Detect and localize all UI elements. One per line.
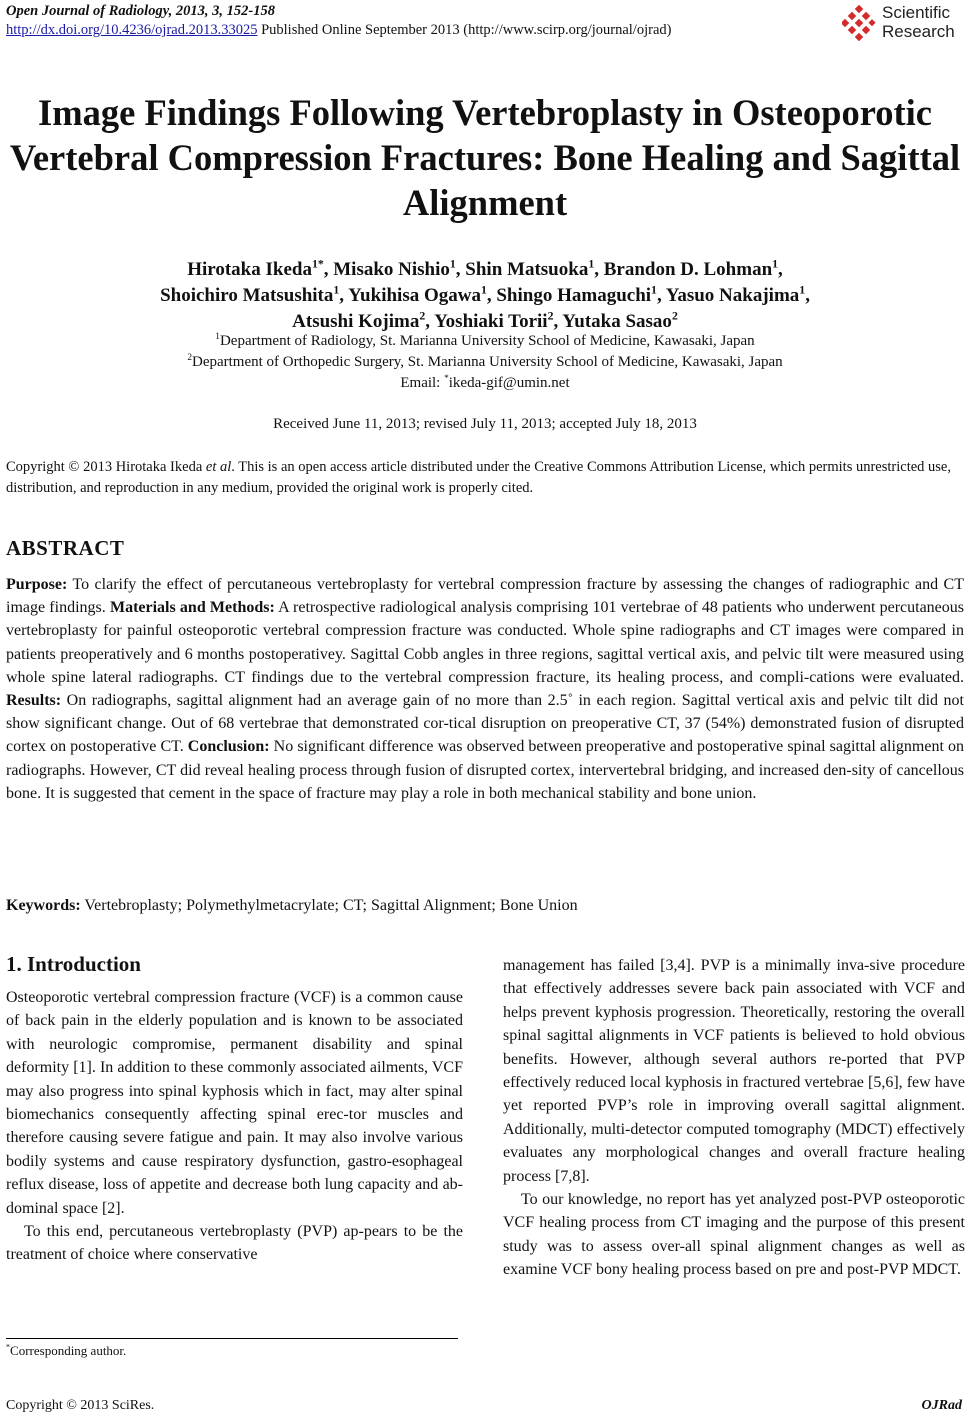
abstract-conclusion-label: Conclusion:: [187, 738, 270, 756]
author-name: Yasuo Nakajima: [665, 285, 800, 306]
body-column-left: [6, 986, 463, 1267]
email-sup: *: [444, 374, 449, 384]
affiliation-text: Department of Radiology, St. Marianna University School of Medicine, Kawasaki, Japan: [219, 333, 755, 349]
journal-volume: , 2013, 3, 152-158: [168, 3, 275, 19]
copyright-post: . This is an open access article distributed under the Creative Commons Attribution License, which permits unrestricted use, distribution, and reproduction in any medium, provided the original work is properly cited.: [6, 459, 951, 496]
footnote-divider: [6, 1338, 458, 1339]
author-list: [0, 257, 970, 335]
affiliation-text: Department of Orthopedic Surgery, St. Marianna University School of Medicine, Kawasaki, Japan: [191, 354, 783, 370]
logo-wordmark: [882, 3, 955, 41]
author-name: Hirotaka Ikeda: [187, 259, 312, 280]
author-sep: ,: [455, 259, 466, 280]
intro-paragraph-1: Osteoporotic vertebral compression fracture (VCF) is a common cause of back pain in the elderly population and is known to be associated with neurologic compromise, permanent disability and spinal deformity [1]. In addition to these commonly associated ailments, VCF may also progress into spinal kyphosis which in fact, may alter spinal biomechanics consequently affecting spinal erec-tor muscles and therefore causing severe fatigue and pain. It may also involve various bodily systems and cause respiratory dysfunction, gastro-esophageal reflux disease, loss of appetite and decrease both lung capacity and ab-dominal space [2].: [6, 989, 463, 1217]
scientific-research-logo-icon: [842, 5, 876, 41]
author-name: Yoshiaki Torii: [434, 311, 548, 332]
published-online: Published Online September 2013 (http://www.scirp.org/journal/ojrad): [257, 22, 672, 38]
copyright-notice: [6, 457, 964, 499]
affiliation-sup: 2: [187, 353, 192, 363]
author-name: Misako Nishio: [333, 259, 450, 280]
author-sup: 1: [333, 283, 340, 297]
author-name: Shoichiro Matsushita: [160, 285, 334, 306]
author-name: Yutaka Sasao: [562, 311, 672, 332]
doi-link[interactable]: http://dx.doi.org/10.4236/ojrad.2013.33025: [6, 22, 258, 38]
author-sep: ,: [323, 259, 334, 280]
logo-line-1: Scientific: [882, 3, 951, 22]
keywords: [6, 897, 964, 915]
author-sup: 1: [449, 257, 456, 271]
footnote: [6, 1343, 126, 1359]
logo-line-2: Research: [882, 22, 955, 41]
author-line-2: [0, 283, 970, 309]
author-sep: ,: [778, 259, 783, 280]
section-heading-introduction: 1. Introduction: [6, 952, 141, 976]
intro-paragraph-2: To this end, percutaneous vertebroplasty (PVP) ap-pears to be the treatment of choice where conservative: [6, 1223, 463, 1264]
author-sup: 1: [772, 257, 779, 271]
affiliation-1: [0, 331, 970, 352]
abstract-heading: ABSTRACT: [6, 536, 125, 560]
journal-citation-line: [6, 2, 671, 21]
copyright-pre: Copyright © 2013 Hirotaka Ikeda: [6, 459, 206, 475]
keywords-text: Vertebroplasty; Polymethylmetacrylate; CT; Sagittal Alignment; Bone Union: [80, 897, 578, 914]
abstract-purpose-label: Purpose:: [6, 576, 68, 593]
author-sup: 1*: [311, 257, 324, 271]
abstract-conclusion: No significant difference was observed between preoperative and postoperative spinal sagittal alignment on radiographs. However, CT did reveal healing process through fusion of disrupted cortex, intervertebral bridging, and increased den-sity of cancellous bone. It is suggested that cement in the space of fracture may play a role in both mechanical stability and bone union.: [6, 738, 965, 802]
publisher-logo: [842, 2, 966, 44]
paper-title: Image Findings Following Vertebroplasty in Osteoporotic Vertebral Compression Fractures: Bone Healing and Sagittal Alignment: [9, 92, 961, 223]
body-column-right: [503, 954, 965, 1282]
abstract-results-label: Results:: [6, 692, 62, 710]
author-sep: ,: [594, 259, 604, 280]
author-sep: ,: [805, 285, 810, 306]
author-name: Yukihisa Ogawa: [348, 285, 481, 306]
author-sup: 1: [480, 283, 487, 297]
author-sep: ,: [339, 285, 349, 306]
email-address[interactable]: ikeda-gif@umin.net: [448, 375, 570, 391]
abstract-results: On radiographs, sagittal alignment had an average gain of no more than 2.5˚ in each region. Sagittal vertical axis and pelvic tilt did not show significant change. Out of 68 vertebrae that demonstrated cor-tical disruption on preoperative CT, 37 (54%) demonstrated fusion of disrupted cortex on postoperative CT.: [6, 692, 964, 756]
email-label: Email:: [400, 375, 445, 391]
footnote-sup: *: [6, 1342, 11, 1352]
copyright-etal: et al: [205, 459, 232, 475]
running-header: [6, 2, 671, 40]
author-sup: 1: [651, 283, 657, 297]
affiliations: [0, 331, 970, 394]
doi-line: [6, 21, 671, 40]
footnote-text: Corresponding author.: [10, 1343, 127, 1358]
author-sep: ,: [656, 285, 666, 306]
received-dates: Received June 11, 2013; revised July 11, 2013; accepted July 18, 2013: [273, 416, 697, 432]
intro-paragraph-3: management has failed [3,4]. PVP is a minimally inva-sive procedure that effectively addresses severe back pain associated with VCF and helps prevent kyphosis progression. Theoretically, restoring the overall spinal sagittal alignments in VCF patients is believed to hold obvious benefits. However, although several authors re-ported that PVP effectively reduced local kyphosis in fractured vertebrae [5,6], few have yet reported PVP’s role in improving overall sagittal alignment. Additionally, multi-detector computed tomography (MDCT) effectively evaluates any morphological changes and overall fracture healing process [7,8].: [503, 957, 965, 1185]
author-name: Shin Matsuoka: [465, 259, 589, 280]
abstract-methods-label: Materials and Methods:: [109, 599, 275, 617]
affiliation-2: [0, 352, 970, 373]
author-sup: 2: [547, 309, 554, 323]
author-name: Atsushi Kojima: [292, 311, 420, 332]
footer-copyright: Copyright © 2013 SciRes.: [6, 1398, 155, 1413]
footer-journal-abbrev: OJRad: [921, 1398, 962, 1413]
author-sep: ,: [553, 311, 563, 332]
author-sep: ,: [486, 285, 497, 306]
author-line-1: [0, 257, 970, 283]
email-line: [0, 373, 970, 394]
keywords-label: Keywords:: [6, 897, 81, 914]
author-sup: 2: [671, 309, 678, 323]
journal-name: Open Journal of Radiology: [6, 3, 169, 19]
author-name: Brandon D. Lohman: [603, 259, 773, 280]
author-name: Shingo Hamaguchi: [496, 285, 652, 306]
intro-paragraph-4: To our knowledge, no report has yet analyzed post-PVP osteoporotic VCF healing process from CT imaging and the purpose of this present study was to assess over-all spinal alignment changes as well as examine VCF bony healing process based on pre and post-PVP MDCT.: [503, 1191, 965, 1279]
author-sup: 1: [588, 257, 595, 271]
author-sup: 1: [799, 283, 806, 297]
author-sup: 2: [419, 309, 426, 323]
author-sep: ,: [425, 311, 435, 332]
abstract-body: [6, 573, 964, 805]
abstract-purpose: To clarify the effect of percutaneous vertebroplasty for vertebral compression fracture by assessing the changes of radiographic and CT image findings.: [6, 576, 964, 617]
abstract-methods: A retrospective radiological analysis comprising 101 vertebrae of 48 patients who underwent percutaneous vertebroplasty for painful osteoporotic vertebral compression fracture was conducted. Whole spine radiographs and CT images were compared in patients preoperatively and 6 months postoperativey. Sagittal Cobb angles in three regions, sagittal vertical axis, and pelvic tilt were measured using whole spine lateral radiographs. CT findings due to the vertebral compression fracture, its healing process, and compli-cations were evaluated.: [6, 599, 965, 686]
affiliation-sup: 1: [215, 332, 220, 342]
